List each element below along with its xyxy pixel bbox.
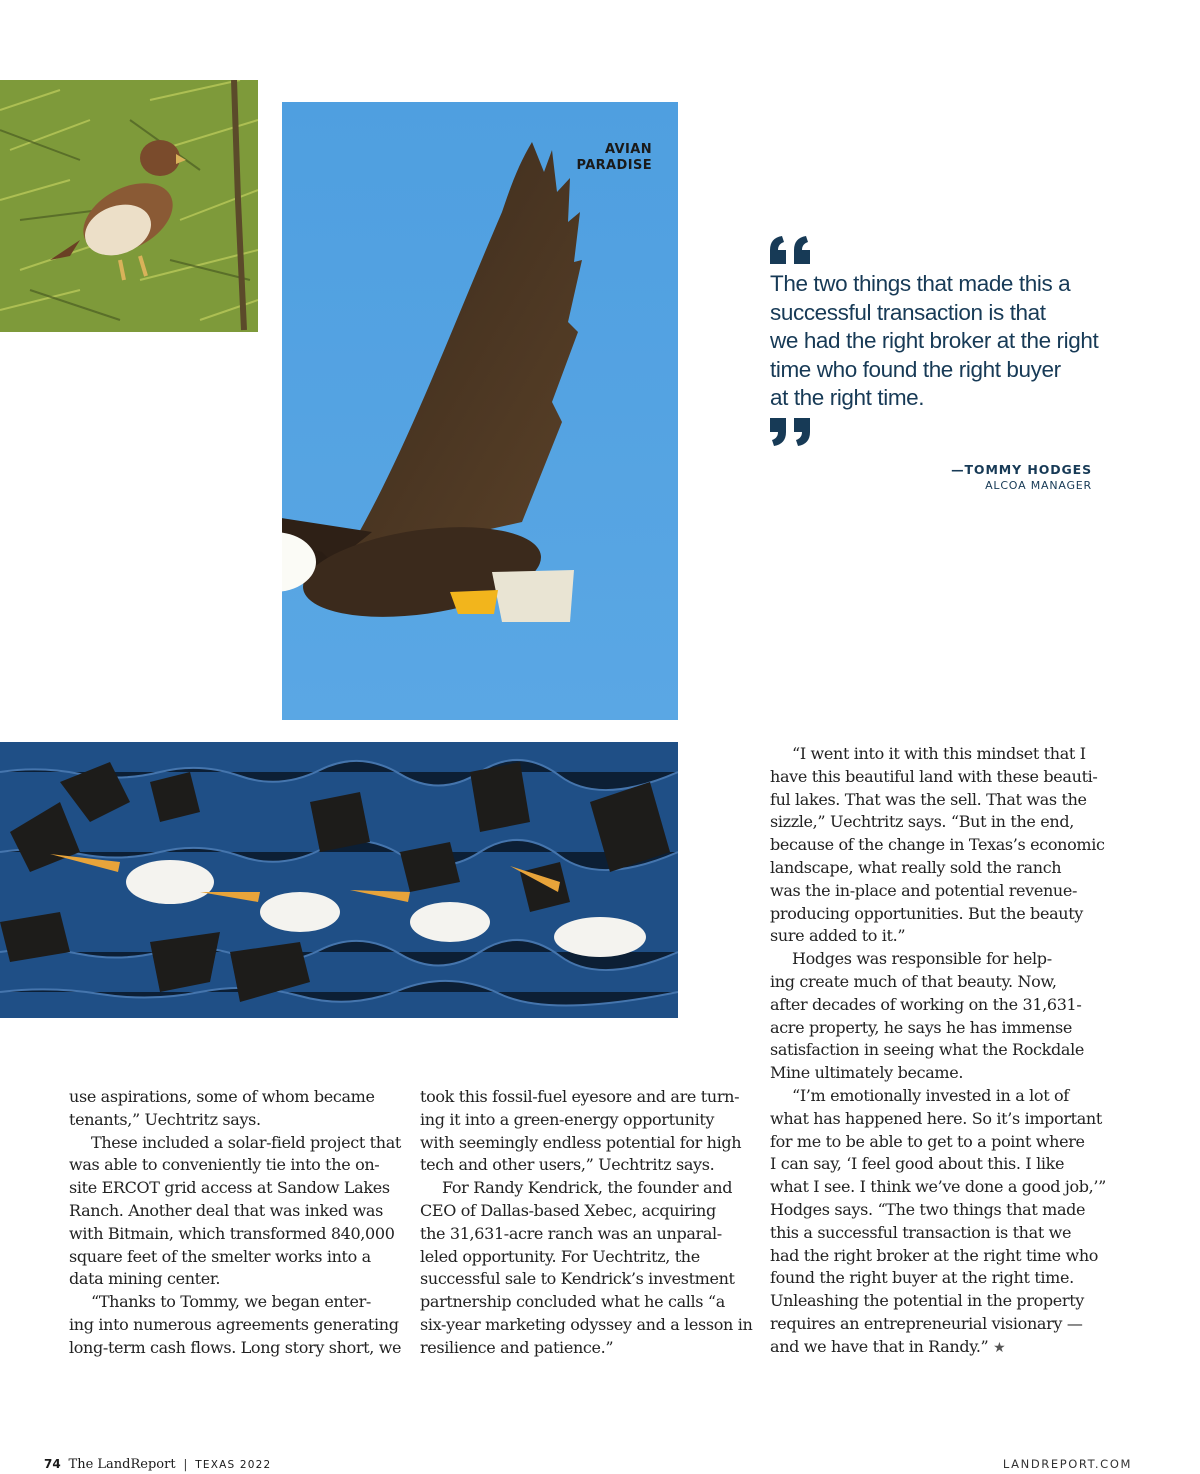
text-line: what has happened here. So it’s important [770, 1108, 1102, 1128]
text-line: long-term cash flows. Long story short, we [69, 1337, 402, 1357]
pull-quote [770, 270, 1100, 413]
text-line: I can say, ‘I feel good about this. I like [770, 1154, 1065, 1174]
text-line: tech and other users,” Uechtritz says. [420, 1155, 715, 1175]
text-line: took this fossil-fuel eyesore and are turn- [420, 1087, 740, 1106]
photo-caption-avian-paradise [520, 142, 652, 174]
text-line: Ranch. Another deal that was inked was [69, 1200, 383, 1220]
text-line-content: and we have that in Randy.” [770, 1336, 989, 1356]
text-line: square feet of the smelter works into a [69, 1246, 371, 1266]
text-line: ing create much of that beauty. Now, [770, 971, 1057, 991]
text-line: site ERCOT grid access at Sandow Lakes [69, 1178, 390, 1198]
text-line: this a successful transaction is that we [770, 1222, 1072, 1242]
text-line: partnership concluded what he calls “a [420, 1292, 725, 1312]
text-line: was the in-place and potential revenue- [770, 880, 1078, 900]
pull-quote-line: we had the right broker at the right [770, 328, 1099, 353]
text-line: resilience and patience.” [420, 1337, 614, 1357]
text-line: because of the change in Texas’s economic [770, 835, 1105, 855]
text-line: sizzle,” Uechtritz says. “But in the end, [770, 812, 1074, 832]
text-line: These included a solar-field project that [91, 1132, 401, 1152]
text-line: producing opportunities. But the beauty [770, 903, 1083, 923]
page-number: 74 [44, 1457, 61, 1471]
text-line-last [770, 1336, 1106, 1360]
text-line: the 31,631-acre ranch was an unparal- [420, 1223, 722, 1243]
text-line: “Thanks to Tommy, we began enter- [91, 1292, 371, 1312]
text-line: “I’m emotionally invested in a lot of [792, 1085, 1069, 1105]
quote-attribution [951, 462, 1092, 494]
text-line: after decades of working on the 31,631- [770, 994, 1082, 1014]
text-line: Unleashing the potential in the property [770, 1291, 1084, 1311]
hawk-photo [0, 80, 258, 332]
text-line: “I went into it with this mindset that I [792, 744, 1086, 763]
text-line: requires an entrepreneurial visionary — [770, 1313, 1083, 1333]
text-line: found the right buyer at the right time. [770, 1268, 1074, 1288]
red-tailed-hawk-illustration [0, 80, 258, 332]
text-line: with seemingly endless potential for high [420, 1132, 742, 1152]
body-column-2 [420, 1086, 756, 1360]
footer-website: LANDREPORT.COM [1002, 1457, 1132, 1471]
text-line: successful sale to Kendrick’s investment [420, 1269, 735, 1289]
text-line: Hodges says. “The two things that made [770, 1199, 1086, 1219]
open-quote-icon [768, 234, 816, 266]
caption-line-2: PARADISE [576, 158, 652, 173]
pull-quote-line: time who found the right buyer [770, 356, 1061, 382]
pull-quote-line: successful transaction is that [770, 299, 1046, 325]
text-line: was able to conveniently tie into the on- [69, 1155, 380, 1175]
text-line: with Bitmain, which transformed 840,000 [69, 1223, 395, 1243]
text-line: sure added to it.” [770, 926, 906, 946]
footer-separator: | [183, 1457, 188, 1471]
text-line: acre property, he says he has immense [770, 1017, 1073, 1037]
issue-name: TEXAS 2022 [195, 1459, 272, 1471]
pull-quote-line: The two things that made this a [770, 271, 1071, 296]
text-line: what I see. I think we’ve done a good job,’” [770, 1177, 1106, 1197]
text-line: leled opportunity. For Uechtritz, the [420, 1246, 700, 1266]
pelicans-cormorants-photo [0, 742, 678, 1018]
text-line: Hodges was responsible for help- [792, 949, 1052, 969]
text-line: use aspirations, some of whom became [69, 1087, 375, 1106]
end-star-icon: ★ [993, 1339, 1006, 1356]
text-line: Mine ultimately became. [770, 1063, 964, 1083]
text-line: landscape, what really sold the ranch [770, 857, 1062, 877]
close-quote-icon [768, 416, 816, 448]
text-line: six-year marketing odyssey and a lesson in [420, 1314, 753, 1334]
text-line: ful lakes. That was the sell. That was the [770, 789, 1087, 809]
text-line: for me to be able to get to a point where [770, 1131, 1085, 1151]
attribution-name: —TOMMY HODGES [951, 462, 1092, 477]
attribution-role: ALCOA MANAGER [985, 479, 1092, 492]
waterbirds-illustration [0, 742, 678, 1018]
text-line: data mining center. [69, 1269, 221, 1289]
text-line: ing it into a green-energy opportunity [420, 1109, 715, 1129]
text-line: For Randy Kendrick, the founder and [442, 1178, 733, 1198]
text-line: have this beautiful land with these beauti- [770, 766, 1098, 786]
text-line: had the right broker at the right time who [770, 1245, 1099, 1265]
body-column-1 [69, 1086, 405, 1360]
publication-name: The LandReport [68, 1457, 176, 1472]
caption-line-1: AVIAN [604, 142, 652, 157]
text-line: tenants,” Uechtritz says. [69, 1109, 261, 1129]
text-line: satisfaction in seeing what the Rockdale [770, 1040, 1084, 1060]
eagle-photo [282, 102, 678, 720]
bald-eagle-illustration [282, 102, 678, 720]
text-line: CEO of Dallas-based Xebec, acquiring [420, 1200, 716, 1220]
footer-folio [44, 1456, 271, 1473]
body-column-3 [770, 743, 1106, 1360]
text-line: ing into numerous agreements generating [69, 1314, 399, 1334]
pull-quote-line: at the right time. [770, 385, 925, 410]
